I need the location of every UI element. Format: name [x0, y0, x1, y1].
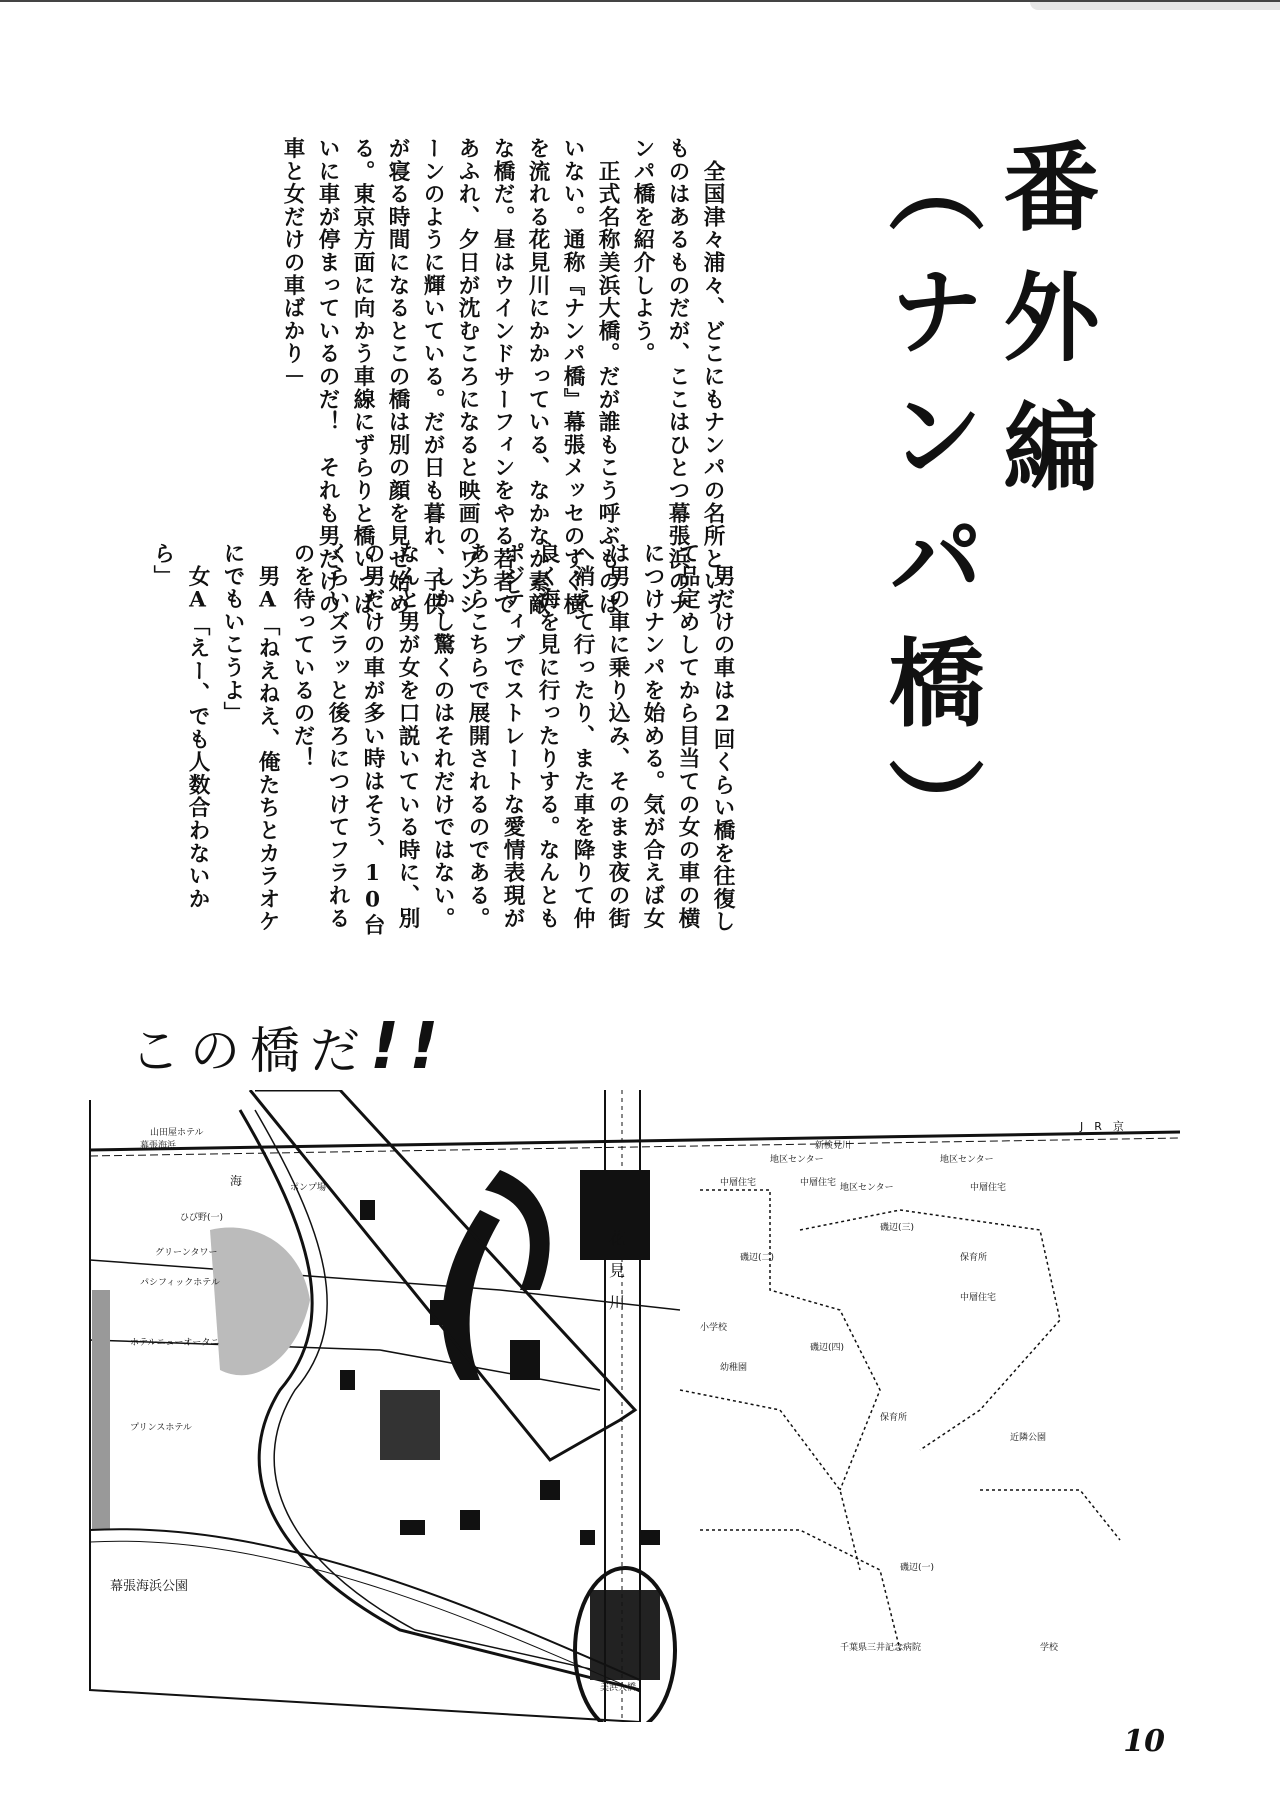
svg-text:千葉県三井記念病院: 千葉県三井記念病院 — [840, 1643, 922, 1653]
svg-text:幼稚園: 幼稚園 — [720, 1363, 748, 1373]
paragraph: しかし驚くのはそれだけではない。なんと男が女を口説いている時に、別の男だけの車が多い時はそう、10台くらいズラッと後ろにつけてフラれるのを待っているのだ！ — [290, 542, 455, 937]
svg-text:山田屋ホテル: 山田屋ホテル — [150, 1128, 204, 1138]
page-edge-tab — [1030, 2, 1280, 10]
handwritten-note — [130, 1010, 448, 1084]
svg-text:学校: 学校 — [1040, 1643, 1059, 1653]
svg-text:近隣公園: 近隣公園 — [1010, 1433, 1047, 1443]
title-line-2: （ナンパ橋） — [873, 137, 985, 881]
svg-text:海: 海 — [230, 1174, 243, 1188]
paragraph: 全国津々浦々、どこにもナンパの名所というものはあるものだが、ここはひとつ幕張浜のナンパ橋を紹介しよう。 — [630, 137, 725, 616]
map-label-bridge: 美浜大橋 — [600, 1683, 637, 1693]
svg-text:中層住宅: 中層住宅 — [970, 1183, 1007, 1193]
map-label-river-station: 新検見川 — [815, 1141, 852, 1151]
svg-text:ひび野(一): ひび野(一) — [180, 1213, 224, 1223]
svg-text:保育所: 保育所 — [880, 1413, 908, 1423]
paragraph: 男だけの車は2回くらい橋を往復して品定めしてから目当ての女の車の横につけナンパを始める。気が合えば女は男の車に乗り込み、そのまま夜の街へ消えて行ったり、また車を降りて仲良く海を見に行ったりする。なんともポジティブでストレートな愛情表現があちらこちらで展開されるのである。 — [465, 542, 735, 933]
handwritten-note-mark: !! — [370, 1010, 449, 1084]
paragraph: 正式名称美浜大橋。だが誰もこう呼ぶものはいない。通称『ナンパ橋』幕張メッセのすぐ横を流れる花見川にかかっている、なかなか素敵な橋だ。昼はウインドサーフィンをやる若者であふれ、夕日が沈むころになると映画のワンシーンのように輝いている。だが日も暮れ、子供が寝る時間になるとこの橋は別の顔を見せ始める。東京方面に向かう車線にずらりと橋いっぱいに車が停まっているのだ！ それも男だけの車と女だけの車ばかり－ — [280, 137, 620, 616]
svg-text:幕張海浜公園: 幕張海浜公園 — [110, 1579, 189, 1594]
article-body-lower — [145, 542, 740, 942]
map-label-river: 花 見 川 — [606, 1230, 626, 1310]
svg-text:プリンスホテル: プリンスホテル — [130, 1423, 192, 1433]
svg-text:磯辺(三): 磯辺(三) — [880, 1223, 915, 1233]
area-map — [80, 1090, 1190, 1722]
map-label-rail: J R 京 — [1080, 1120, 1124, 1133]
handwritten-note-text: この橋だ — [130, 1022, 370, 1080]
title-line-1: 番外編 — [988, 137, 1100, 527]
svg-text:地区センター: 地区センター — [770, 1155, 824, 1165]
svg-text:磯辺(四): 磯辺(四) — [810, 1343, 845, 1353]
svg-text:保育所: 保育所 — [960, 1253, 988, 1263]
svg-text:中層住宅: 中層住宅 — [960, 1293, 997, 1303]
svg-text:ホテルニューオータニ: ホテルニューオータニ — [130, 1338, 220, 1348]
svg-text:グリーンタワー: グリーンタワー — [155, 1248, 218, 1258]
svg-text:ポンプ場: ポンプ場 — [290, 1183, 327, 1193]
svg-text:地区センター: 地区センター — [940, 1155, 994, 1165]
page-number: 10 — [1123, 1724, 1165, 1759]
svg-text:中層住宅: 中層住宅 — [800, 1178, 837, 1188]
svg-text:パシフィックホテル: パシフィックホテル — [140, 1278, 220, 1288]
map-label-station: 幕張海浜 — [140, 1141, 177, 1151]
paragraph: 女A「えー、でも人数合わないから」 — [150, 542, 210, 911]
svg-text:地区センター: 地区センター — [840, 1183, 894, 1193]
svg-text:磯辺(二): 磯辺(二) — [740, 1253, 775, 1263]
svg-text:小学校: 小学校 — [700, 1323, 728, 1333]
svg-text:磯辺(一): 磯辺(一) — [900, 1563, 935, 1573]
paragraph: 男A「ねえねえ、俺たちとカラオケにでもいこうよ」 — [220, 542, 280, 933]
svg-text:中層住宅: 中層住宅 — [720, 1178, 757, 1188]
